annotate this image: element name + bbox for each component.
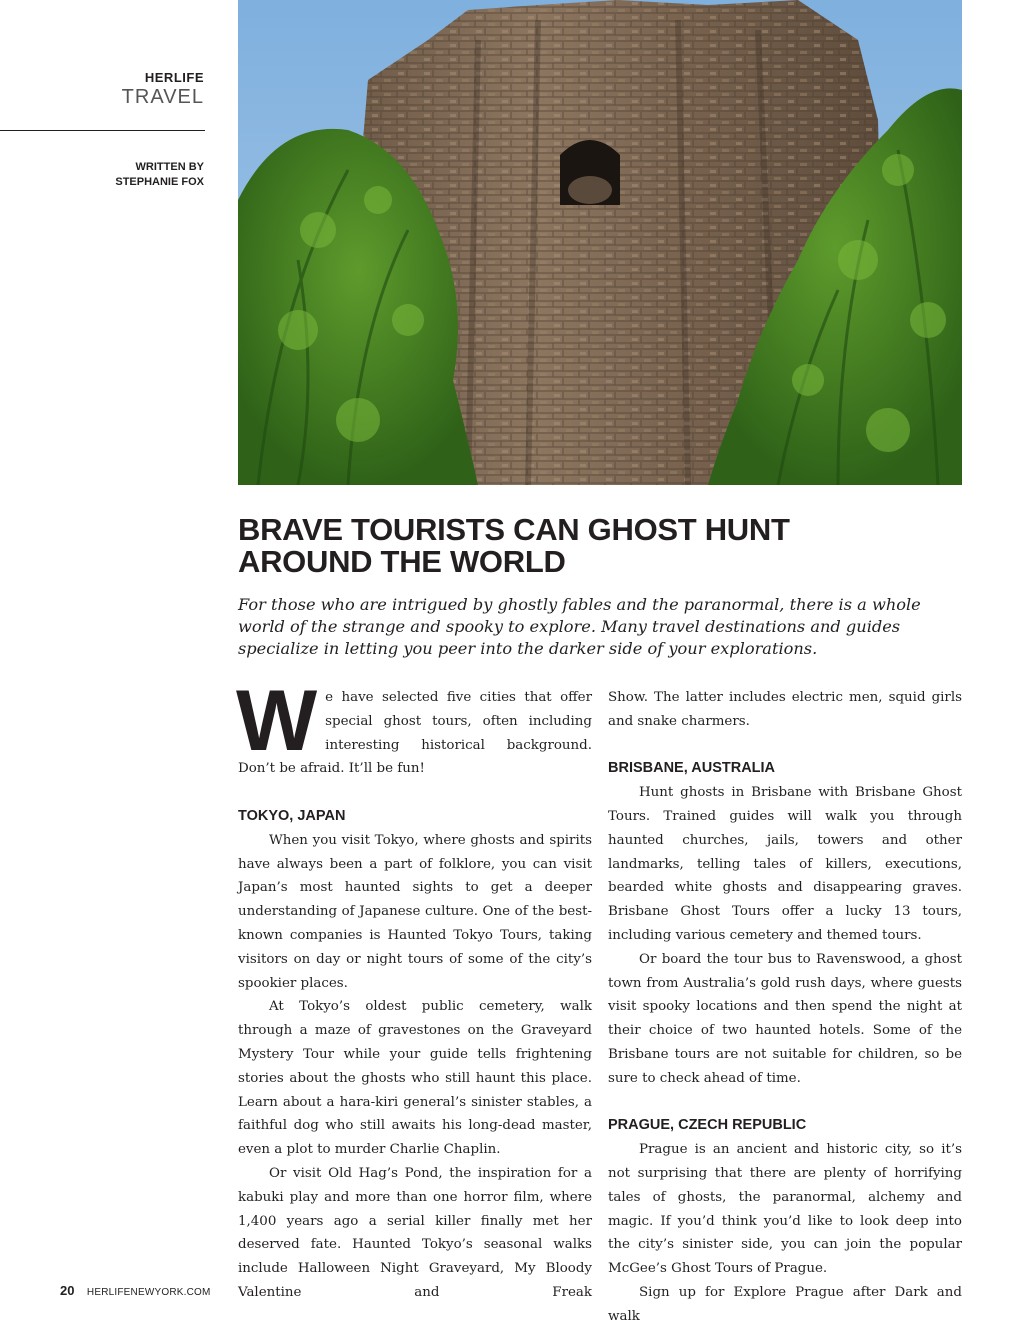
section-name: TRAVEL bbox=[121, 86, 204, 108]
brisbane-paragraph-1: Hunt ghosts in Brisbane with Brisbane Ghost Tours. Trained guides will walk you through haunted churches, jails, towers and other landmarks, telling tales of killers, executions, bearded white ghosts and disappearing graves. Brisbane Ghost Tours offer a lucky 13 tours, including various cemetery and themed tours. bbox=[608, 785, 962, 943]
deck: For those who are intrigued by ghostly fables and the paranormal, there is a whole world of the strange and spooky to explore. Many travel destinations and guides specialize in letting you peer into the darker side of your explorations. bbox=[238, 595, 921, 658]
page-number: 20 bbox=[60, 1283, 75, 1298]
article-column-right bbox=[608, 686, 962, 1329]
heading-tokyo: TOKYO, JAPAN bbox=[238, 807, 346, 824]
headline bbox=[238, 514, 962, 578]
heading-prague: PRAGUE, CZECH REPUBLIC bbox=[608, 1117, 807, 1134]
intro-paragraph bbox=[236, 673, 592, 781]
tokyo-paragraph-3: Or visit Old Hag’s Pond, the inspiration for a kabuki play and more than one horror film, where 1,400 years ago a serial killer finally met her deserved fate. Haunted Tokyo’s seasonal walks include Halloween Night Graveyard, My Bloody Valentine and Freak bbox=[238, 1165, 592, 1300]
author-name: STEPHANIE FOX bbox=[115, 176, 204, 188]
prague-paragraph-1: Prague is an ancient and historic city, so it’s not surprising that there are plenty of horrifying tales of ghosts, the paranormal, alchemy and magic. If you’d think you’d like to look deep into the city’s sinister side, you can join the popular McGee’s Ghost Tours of Prague. bbox=[608, 1142, 962, 1277]
sidebar-divider bbox=[0, 130, 205, 131]
tokyo-paragraph-3-continued: Show. The latter includes electric men, squid girls and snake charmers. bbox=[608, 690, 962, 729]
prague-paragraph-2: Sign up for Explore Prague after Dark and walk bbox=[608, 1284, 962, 1324]
brand-name: HERLIFE bbox=[144, 70, 204, 85]
drop-cap: W bbox=[236, 673, 318, 769]
article-column-left bbox=[236, 673, 592, 1305]
headline-line-2: AROUND THE WORLD bbox=[238, 544, 566, 579]
section-header bbox=[122, 70, 204, 109]
headline-line-1: BRAVE TOURISTS CAN GHOST HUNT bbox=[238, 512, 790, 547]
tokyo-paragraph-1: When you visit Tokyo, where ghosts and spirits have always been a part of folklore, you can visit Japan’s most haunted sights to get a deeper understanding of Japanese culture. One of the best-known companies is Haunted Tokyo Tours, taking visitors on day or night tours of some of the city’s spookier places. bbox=[238, 832, 592, 991]
byline bbox=[115, 160, 204, 190]
intro-text: e have selected five cities that offer special ghost tours, often including interesting historical background. Don’t be afraid. It’ll be fun! bbox=[238, 690, 592, 777]
byline-label: WRITTEN BY bbox=[135, 161, 204, 173]
brisbane-paragraph-2: Or board the tour bus to Ravenswood, a ghost town from Australia’s gold rush days, where guests visit spooky locations and then spend the night at their choice of two haunted hotels. Some of the Brisbane tours are not suitable for children, so be sure to check ahead of time. bbox=[608, 951, 962, 1086]
hero-photo bbox=[238, 0, 962, 485]
website-url: HERLIFENEWYORK.COM bbox=[86, 1287, 211, 1298]
page-footer bbox=[60, 1282, 211, 1300]
tokyo-paragraph-2: At Tokyo’s oldest public cemetery, walk through a maze of gravestones on the Graveyard Mystery Tour while your guide tells frightening stories about the ghosts who still haunt this place. Learn about a hara-kiri general’s sinister stables, a faithful dog who still awaits his long-dead master, even a plot to murder Charlie Chaplin. bbox=[238, 999, 592, 1158]
heading-brisbane: BRISBANE, AUSTRALIA bbox=[608, 760, 776, 777]
